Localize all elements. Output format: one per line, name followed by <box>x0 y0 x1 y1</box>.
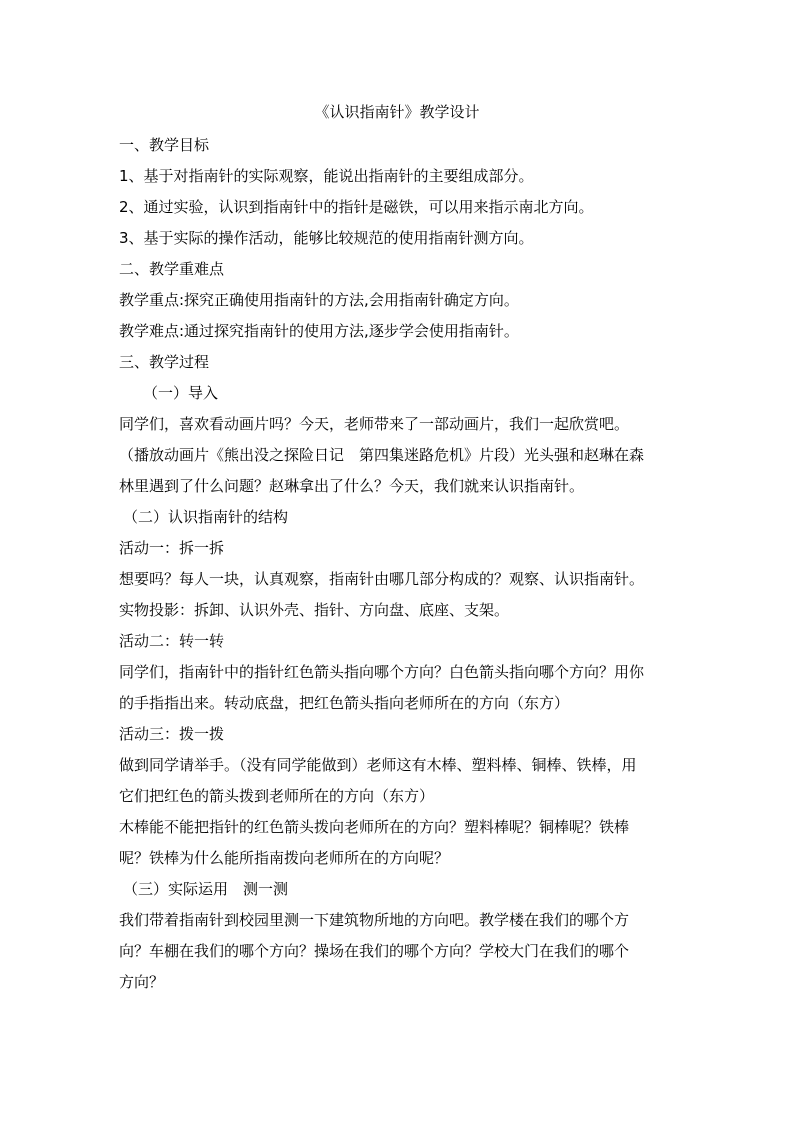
paragraph-line: 教学重点:探究正确使用指南针的方法,会用指南针确定方向。 <box>119 291 519 309</box>
paragraph-line: 二、教学重难点 <box>119 260 225 278</box>
paragraph-line: 林里遇到了什么问题？赵琳拿出了什么？今天，我们就来认识指南针。 <box>119 477 585 495</box>
paragraph-line: 三、教学过程 <box>119 353 210 371</box>
paragraph-line: 2、通过实验，认识到指南针中的指针是磁铁，可以用来指示南北方向。 <box>119 198 594 216</box>
document-body <box>119 130 679 998</box>
paragraph-line: 1、基于对指南针的实际观察，能说出指南针的主要组成部分。 <box>119 167 534 185</box>
paragraph-line: 想要吗？每人一块，认真观察，指南针由哪几部分构成的？观察、认识指南针。 <box>119 570 645 588</box>
paragraph-line: 我们带着指南针到校园里测一下建筑物所地的方向吧。教学楼在我们的哪个方 <box>119 911 630 929</box>
document-title: 《认识指南针》教学设计 <box>314 103 480 121</box>
paragraph-line: 活动三：拨一拨 <box>119 725 225 743</box>
paragraph-line: 一、教学目标 <box>119 136 210 154</box>
paragraph-line: 教学难点:通过探究指南针的使用方法,逐步学会使用指南针。 <box>119 322 519 340</box>
paragraph-line: 做到同学请举手。（没有同学能做到）老师这有木棒、塑料棒、铜棒、铁棒，用 <box>119 756 637 774</box>
paragraph-line: 方向？ <box>119 973 165 991</box>
paragraph-line: 实物投影：拆卸、认识外壳、指针、方向盘、底座、支架。 <box>119 601 510 619</box>
paragraph-line: 同学们，喜欢看动画片吗？今天，老师带来了一部动画片，我们一起欣赏吧。 <box>119 415 630 433</box>
paragraph-line: 同学们，指南针中的指针红色箭头指向哪个方向？白色箭头指向哪个方向？用你 <box>119 663 645 681</box>
paragraph-line: 活动二：转一转 <box>119 632 225 650</box>
paragraph-line: 它们把红色的箭头拨到老师所在的方向（东方） <box>119 787 435 805</box>
paragraph-line: （三）实际运用 测一测 <box>123 880 289 898</box>
paragraph-line: （一）导入 <box>143 384 219 402</box>
paragraph-line: （二）认识指南针的结构 <box>123 508 289 526</box>
paragraph-line: 活动一：拆一拆 <box>119 539 225 557</box>
paragraph-line: 木棒能不能把指针的红色箭头拨向老师所在的方向？塑料棒呢？铜棒呢？铁棒 <box>119 818 630 836</box>
paragraph-line: 呢？铁棒为什么能所指南拨向老师所在的方向呢？ <box>119 849 450 867</box>
paragraph-line: 3、基于实际的操作活动，能够比较规范的使用指南针测方向。 <box>119 229 534 247</box>
paragraph-line: （播放动画片《熊出没之探险日记 第四集迷路危机》片段）光头强和赵琳在森 <box>119 446 645 464</box>
paragraph-line: 向？车棚在我们的哪个方向？操场在我们的哪个方向？学校大门在我们的哪个 <box>119 942 630 960</box>
paragraph-line: 的手指指出来。转动底盘，把红色箭头指向老师所在的方向（东方） <box>119 694 570 712</box>
